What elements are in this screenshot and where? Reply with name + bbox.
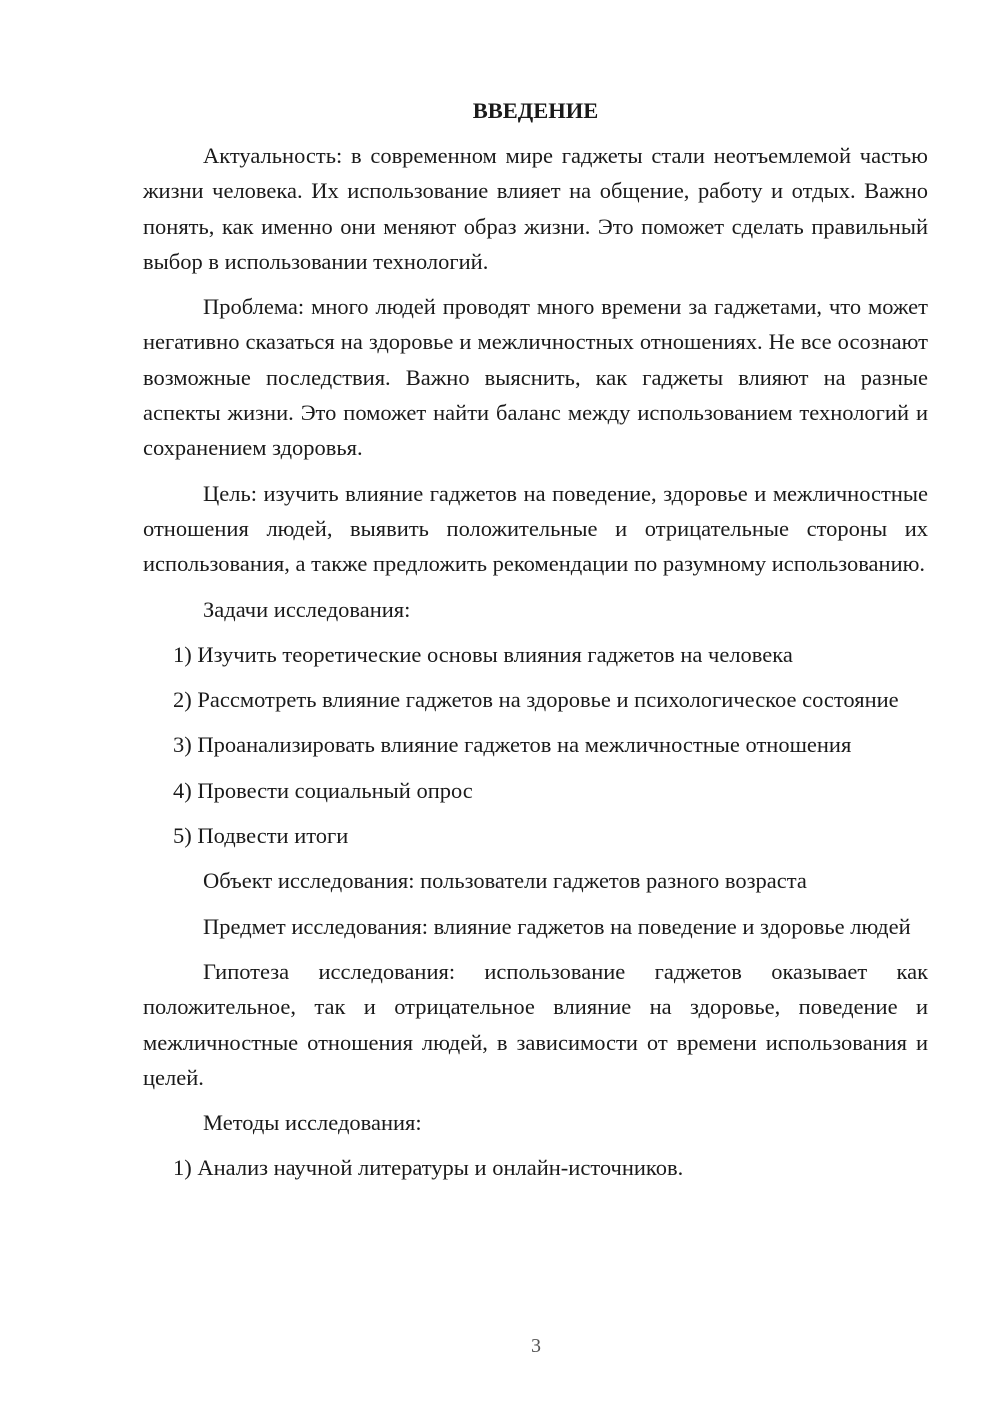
paragraph-object: Объект исследования: пользователи гаджетов разного возраста: [203, 868, 807, 894]
paragraph-problem: Проблема: много людей проводят много времени за гаджетами, что может негативно сказаться на здоровье и межличностных отношениях. Не все осознают возможные последствия. Важно выяснить, как гаджеты влияют на разные аспекты жизни. Это поможет найти баланс между использованием технологий и сохранением здоровья.: [143, 294, 928, 461]
paragraph-hypothesis: Гипотеза исследования: использование гаджетов оказывает как положительное, так и отрицательное влияние на здоровье, поведение и межличностные отношения людей, в зависимости от времени использования и целей.: [143, 958, 928, 1090]
paragraph-subject: Предмет исследования: влияние гаджетов на поведение и здоровье людей: [203, 913, 911, 939]
task-item: 5) Подвести итоги: [173, 823, 349, 849]
tasks-heading: Задачи исследования:: [203, 596, 411, 622]
methods-heading: Методы исследования:: [203, 1110, 422, 1136]
paragraph-goal: Цель: изучить влияние гаджетов на поведение, здоровье и межличностные отношения людей, выявить положительные и отрицательные стороны их использования, а также предложить рекомендации по разумному использованию.: [143, 480, 928, 577]
task-item: 4) Провести социальный опрос: [173, 777, 473, 803]
page-content: [143, 93, 928, 1186]
task-item: 3) Проанализировать влияние гаджетов на межличностные отношения: [173, 732, 852, 758]
page-title: ВВЕДЕНИЕ: [472, 98, 599, 123]
task-item: 1) Изучить теоретические основы влияния гаджетов на человека: [173, 641, 793, 667]
paragraph-relevance: Актуальность: в современном мире гаджеты стали неотъемлемой частью жизни человека. Их использование влияет на общение, работу и отдых. Важно понять, как именно они меняют образ жизни. Это поможет сделать правильный выбор в использовании технологий.: [143, 143, 928, 274]
method-item: 1) Анализ научной литературы и онлайн-источников.: [173, 1155, 684, 1181]
page-number: 3: [531, 1335, 541, 1357]
task-item: 2) Рассмотреть влияние гаджетов на здоровье и психологическое состояние: [173, 687, 899, 713]
